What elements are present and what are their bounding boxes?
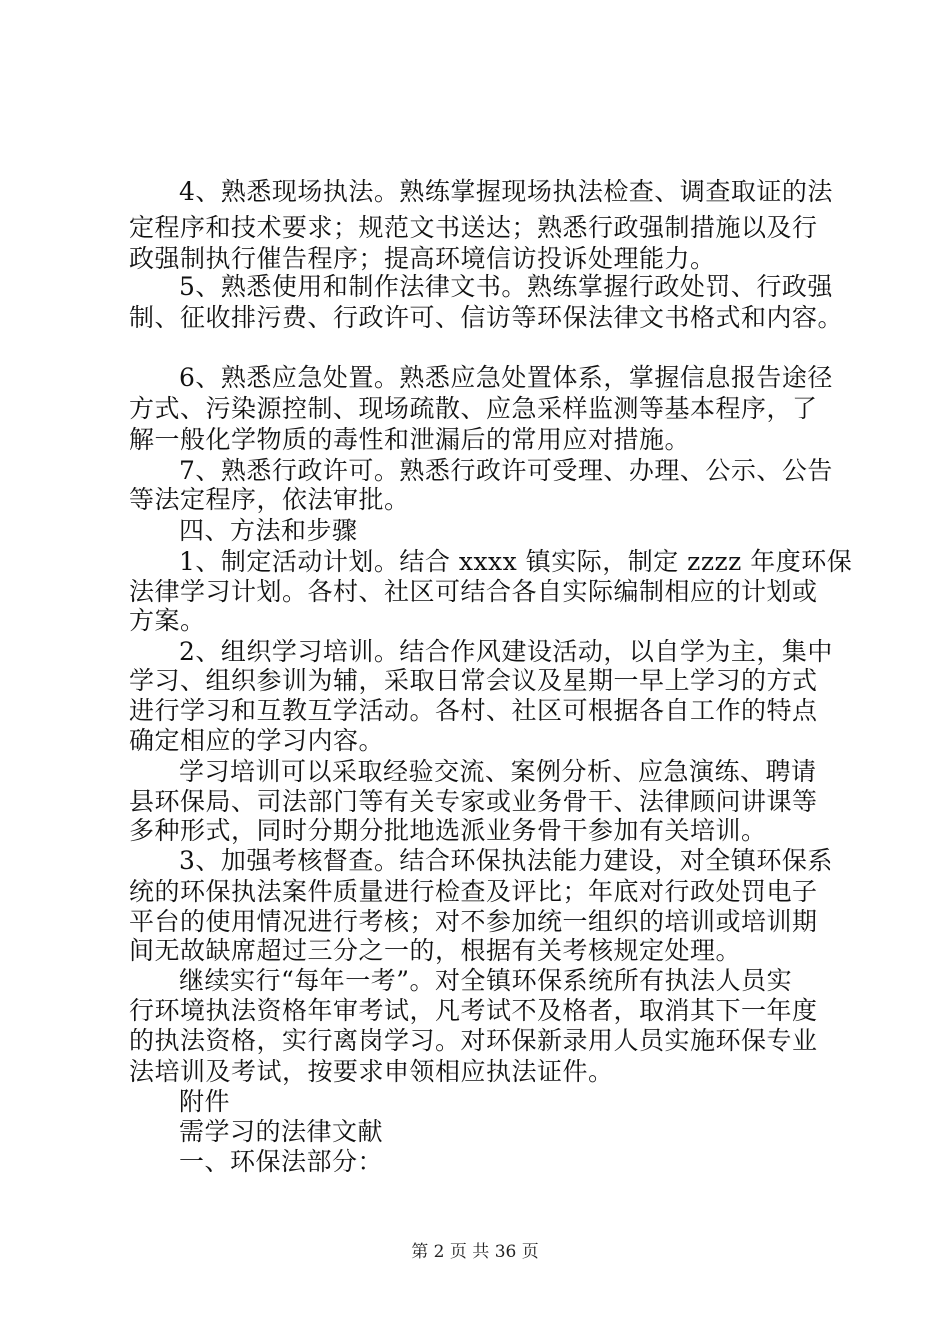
page-number: 第 2 页 共 36 页	[411, 1242, 539, 1262]
paragraph-line: 间无故缺席超过三分之一的，根据有关考核规定处理。	[129, 936, 742, 965]
paragraph-line: 行环境执法资格年审考试，凡考试不及格者，取消其下一年度	[129, 996, 818, 1025]
paragraph-line: 5、熟悉使用和制作法律文书。熟练掌握行政处罚、行政强	[179, 272, 833, 301]
paragraph-line: 6、熟悉应急处置。熟悉应急处置体系，掌握信息报告途径	[179, 363, 833, 392]
paragraph-line: 平台的使用情况进行考核；对不参加统一组织的培训或培训期	[129, 907, 818, 936]
section-heading: 一、环保法部分：	[179, 1147, 384, 1176]
paragraph-line: 学习培训可以采取经验交流、案例分析、应急演练、聘请	[179, 757, 817, 786]
paragraph-line: 法律学习计划。各村、社区可结合各自实际编制相应的计划或	[129, 577, 818, 606]
paragraph-line: 等法定程序，依法审批。	[129, 485, 410, 514]
paragraph-line: 政强制执行催告程序；提高环境信访投诉处理能力。	[129, 244, 716, 273]
paragraph-line: 1、制定活动计划。结合 xxxx 镇实际，制定 zzzz 年度环保	[179, 547, 853, 576]
paragraph-line: 进行学习和互教互学活动。各村、社区可根据各自工作的特点	[129, 696, 818, 725]
paragraph-line: 4、熟悉现场执法。熟练掌握现场执法检查、调查取证的法	[179, 177, 833, 206]
paragraph-line: 法培训及考试，按要求申领相应执法证件。	[129, 1057, 614, 1086]
paragraph-line: 的执法资格，实行离岗学习。对环保新录用人员实施环保专业	[129, 1026, 818, 1055]
paragraph-line: 解一般化学物质的毒性和泄漏后的常用应对措施。	[129, 425, 691, 454]
paragraph-line: 县环保局、司法部门等有关专家或业务骨干、法律顾问讲课等	[129, 787, 818, 816]
section-heading: 四、方法和步骤	[179, 516, 358, 545]
paragraph-line: 学习、组织参训为辅，采取日常会议及星期一早上学习的方式	[129, 666, 818, 695]
paragraph-line: 统的环保执法案件质量进行检查及评比；年底对行政处罚电子	[129, 877, 818, 906]
appendix-title: 需学习的法律文献	[179, 1117, 384, 1146]
paragraph-line: 确定相应的学习内容。	[129, 726, 385, 755]
paragraph-line: 方式、污染源控制、现场疏散、应急采样监测等基本程序，了	[129, 394, 818, 423]
paragraph-line: 继续实行“每年一考”。对全镇环保系统所有执法人员实	[179, 966, 793, 995]
paragraph-line: 7、熟悉行政许可。熟悉行政许可受理、办理、公示、公告	[179, 456, 833, 485]
paragraph-line: 制、征收排污费、行政许可、信访等环保法律文书格式和内容。	[129, 303, 844, 332]
paragraph-line: 多种形式，同时分期分批地选派业务骨干参加有关培训。	[129, 816, 767, 845]
paragraph-line: 方案。	[129, 606, 206, 635]
paragraph-line: 3、加强考核督查。结合环保执法能力建设，对全镇环保系	[179, 846, 833, 875]
paragraph-line: 2、组织学习培训。结合作风建设活动，以自学为主，集中	[179, 637, 833, 666]
appendix-label: 附件	[179, 1087, 231, 1116]
paragraph-line: 定程序和技术要求；规范文书送达；熟悉行政强制措施以及行	[129, 213, 818, 242]
